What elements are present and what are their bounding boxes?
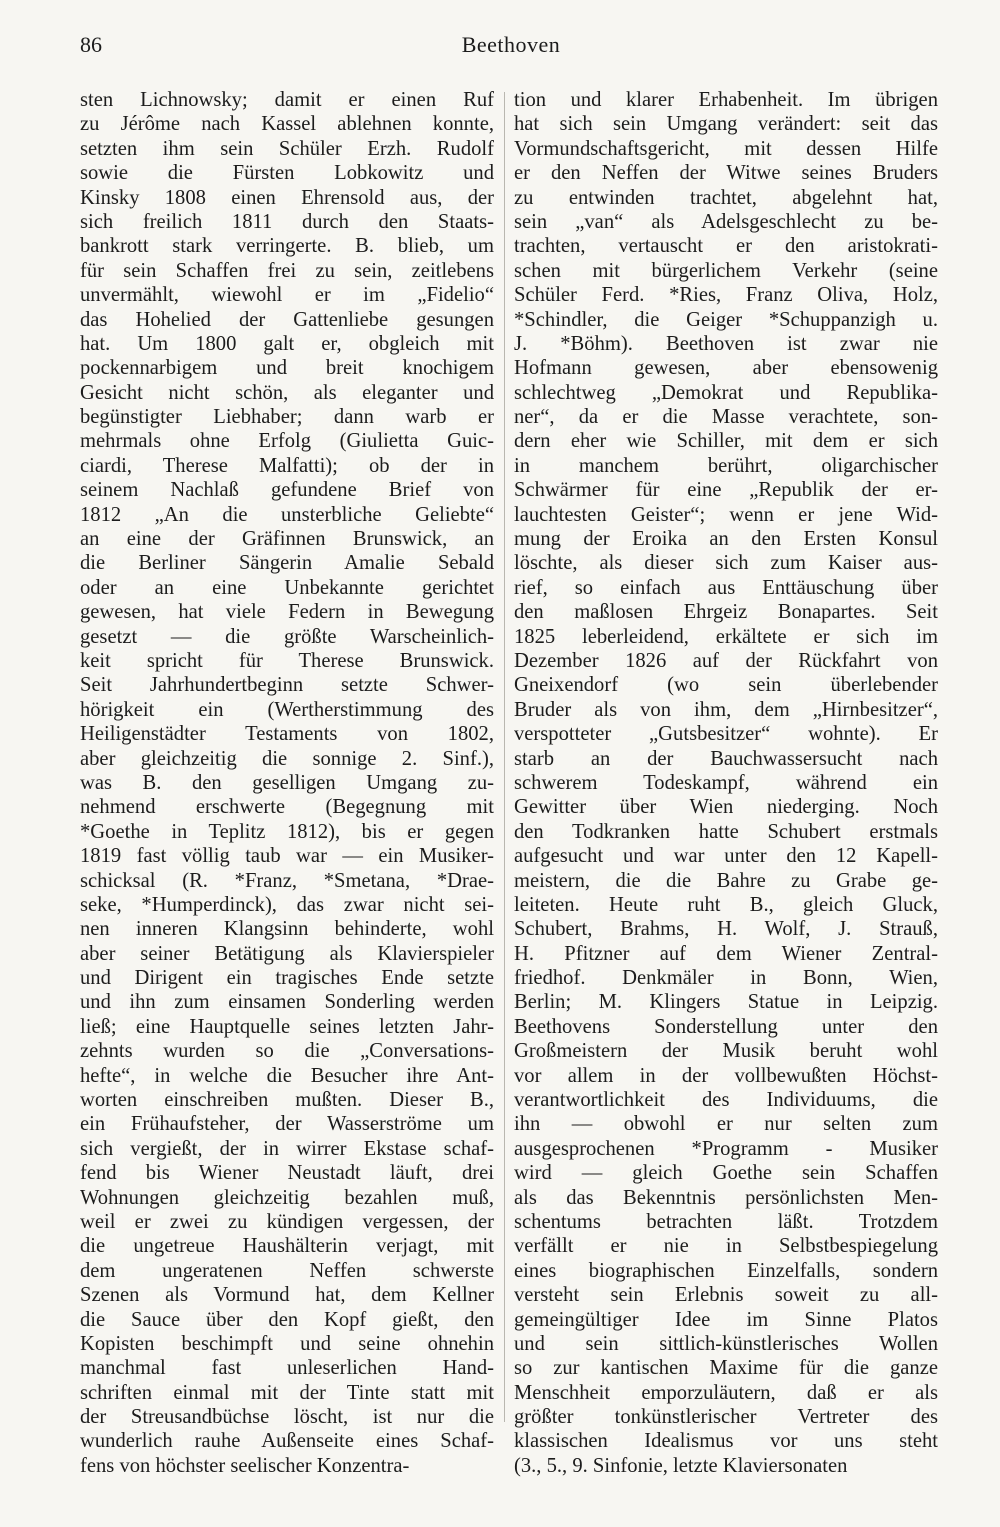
column-divider <box>504 92 505 1422</box>
text-line: Seit Jahrhundertbeginn setzte Schwer- <box>80 674 494 697</box>
text-line: Gesicht nicht schön, als eleganter und <box>80 381 494 404</box>
text-line: sein „van“ als Adelsgeschlecht zu be- <box>514 210 938 233</box>
text-line: ausgesprochenen *Programm - Musiker <box>514 1137 938 1160</box>
text-line: Schüler Ferd. *Ries, Franz Oliva, Holz, <box>514 284 938 307</box>
text-line: zu entwinden trachtet, abgelehnt hat, <box>514 186 938 209</box>
text-line: zehnts wurden so die „Conversations- <box>80 1040 494 1063</box>
left-column <box>80 88 494 1478</box>
text-line: ein Frühaufsteher, der Wasserströme um <box>80 1113 494 1136</box>
text-line: begünstigter Liebhaber; dann warb er <box>80 406 494 429</box>
text-line: hat. Um 1800 galt er, obgleich mit <box>80 332 494 355</box>
text-line: so zur kantischen Maxime für die ganze <box>514 1357 938 1380</box>
text-line: an eine der Gräfinnen Brunswick, an <box>80 528 494 551</box>
text-line: rief, so einfach aus Enttäuschung über <box>514 576 938 599</box>
text-line: verfällt er nie in Selbstbespiegelung <box>514 1235 938 1258</box>
text-line: nehmend erschwerte (Begegnung mit <box>80 796 494 819</box>
text-line: die Berliner Sängerin Amalie Sebald <box>80 552 494 575</box>
text-line: sowie die Fürsten Lobkowitz und <box>80 162 494 185</box>
text-line: löschte, als dieser sich zum Kaiser aus- <box>514 552 938 575</box>
text-line: wird — gleich Goethe sein Schaffen <box>514 1162 938 1185</box>
text-line: Vormundschaftsgericht, mit dessen Hilfe <box>514 137 938 160</box>
text-line: mung der Eroika an den Ersten Konsul <box>514 528 938 551</box>
text-line: verantwortlichkeit des Individuums, die <box>514 1089 938 1112</box>
text-line: in manchem berührt, oligarchischer <box>514 454 938 477</box>
text-line: nen inneren Klangsinn behinderte, wohl <box>80 918 494 941</box>
text-line: seke, *Humperdinck), das zwar nicht sei- <box>80 893 494 916</box>
text-line: was B. den geselligen Umgang zu- <box>80 771 494 794</box>
text-line: starb an der Bauchwassersucht nach <box>514 747 938 770</box>
text-line: hat sich sein Umgang verändert: seit das <box>514 113 938 136</box>
page-number: 86 <box>80 32 102 57</box>
text-line: eines biographischen Einzelfalls, sondern <box>514 1259 938 1282</box>
text-line: H. Pfitzner auf dem Wiener Zentral- <box>514 942 938 965</box>
text-line: für sein Schaffen frei zu sein, zeitlebens <box>80 259 494 282</box>
running-head: Beethoven <box>461 32 561 57</box>
text-line: Menschheit emporzuläutern, daß er als <box>514 1381 938 1404</box>
text-line: schriften einmal mit der Tinte statt mit <box>80 1381 494 1404</box>
text-line: schen mit bürgerlichem Verkehr (seine <box>514 259 938 282</box>
text-line: schwerem Todeskampf, während ein <box>514 771 938 794</box>
text-line: das Hohelied der Gattenliebe gesungen <box>80 308 494 331</box>
text-line: ihn — obwohl er nur selten zum <box>514 1113 938 1136</box>
text-line: und sein sittlich-künstlerisches Wollen <box>514 1332 938 1355</box>
text-line: *Goethe in Teplitz 1812), bis er gegen <box>80 820 494 843</box>
text-line: und Dirigent ein tragisches Ende setzte <box>80 967 494 990</box>
text-line: verspotteter „Gutsbesitzer“ wohnte). Er <box>514 723 938 746</box>
right-column <box>514 88 938 1478</box>
text-line: meistern, die die Bahre zu Grabe ge- <box>514 869 938 892</box>
text-line: tion und klarer Erhabenheit. Im übrigen <box>514 89 938 111</box>
text-line: hefte“, in welche die Besucher ihre Ant- <box>80 1064 494 1087</box>
text-line: schicksal (R. *Franz, *Smetana, *Drae- <box>80 869 494 892</box>
text-line: Bruder als von ihm, dem „Hirnbesitzer“, <box>514 698 938 721</box>
text-line: dern eher wie Schiller, mit dem er sich <box>514 430 938 453</box>
text-line: er den Neffen der Witwe seines Bruders <box>514 162 938 185</box>
text-line: leiteten. Heute ruht B., gleich Gluck, <box>514 893 938 916</box>
text-line: trachten, vertauscht er den aristokrati- <box>514 235 938 258</box>
text-line: Berlin; M. Klingers Statue in Leipzig. <box>514 991 938 1014</box>
text-line: den Todkranken hatte Schubert erstmals <box>514 820 938 843</box>
text-line: Szenen als Vormund hat, dem Kellner <box>80 1284 494 1307</box>
text-line: Gneixendorf (wo sein überlebender <box>514 674 938 697</box>
text-line: Schwärmer für eine „Republik der er- <box>514 479 938 502</box>
text-line: als das Bekenntnis persönlichsten Men- <box>514 1186 938 1209</box>
text-line: J. *Böhm). Beethoven ist zwar nie <box>514 332 938 355</box>
text-line: fend bis Wiener Neustadt läuft, drei <box>80 1162 494 1185</box>
text-line: 1825 leberleidend, erkältete er sich im <box>514 625 938 648</box>
text-line: Großmeistern der Musik beruht wohl <box>514 1040 938 1063</box>
text-line: größter tonkünstlerischer Vertreter des <box>514 1406 938 1429</box>
text-line: ließ; eine Hauptquelle seines letzten Jahr- <box>80 1015 494 1038</box>
text-line: den maßlosen Ehrgeiz Bonapartes. Seit <box>514 601 938 624</box>
page-header <box>80 24 942 64</box>
text-line: Dezember 1826 auf der Rückfahrt von <box>514 649 938 672</box>
text-line: keit spricht für Therese Brunswick. <box>80 649 494 672</box>
text-line: aber seiner Betätigung als Klavierspieler <box>80 942 494 965</box>
text-line: worten einschreiben mußten. Dieser B., <box>80 1089 494 1112</box>
text-line: oder an eine Unbekannte gerichtet <box>80 576 494 599</box>
text-line: sich vergießt, der in wirrer Ekstase schaf- <box>80 1137 494 1160</box>
text-line: Gewitter über Wien niederging. Noch <box>514 796 938 819</box>
text-line: manchmal fast unleserlichen Hand- <box>80 1357 494 1380</box>
text-line: Beethovens Sonderstellung unter den <box>514 1015 938 1038</box>
text-line: sich freilich 1811 durch den Staats- <box>80 210 494 233</box>
text-line: Kopisten beschimpft und seine ohnehin <box>80 1332 494 1355</box>
text-line: 1819 fast völlig taub war — ein Musiker- <box>80 845 494 868</box>
text-line: hörigkeit ein (Wertherstimmung des <box>80 698 494 721</box>
text-line: sten Lichnowsky; damit er einen Ruf <box>80 89 494 111</box>
text-line: unvermählt, wiewohl er im „Fidelio“ <box>80 284 494 307</box>
text-line: *Schindler, die Geiger *Schuppanzigh u. <box>514 308 938 331</box>
text-line: vor allem in der vollbewußten Höchst- <box>514 1064 938 1087</box>
text-line: ciardi, Therese Malfatti); ob der in <box>80 454 494 477</box>
text-line: seinem Nachlaß gefundene Brief von <box>80 479 494 502</box>
text-line: die Sauce über den Kopf gießt, den <box>80 1308 494 1331</box>
text-line: die ungetreue Haushälterin verjagt, mit <box>80 1235 494 1258</box>
text-line: fens von höchster seelischer Konzentra- <box>80 1454 410 1477</box>
text-line: schlechtweg „Demokrat und Republika- <box>514 381 938 404</box>
text-line: aufgesucht und war unter den 12 Kapell- <box>514 845 938 868</box>
text-line: gemeingültiger Idee im Sinne Platos <box>514 1308 938 1331</box>
text-line: Kinsky 1808 einen Ehrensold aus, der <box>80 186 494 209</box>
text-line: setzten ihm sein Schüler Erzh. Rudolf <box>80 137 494 160</box>
text-line: Wohnungen gleichzeitig bezahlen muß, <box>80 1186 494 1209</box>
text-line: mehrmals ohne Erfolg (Giulietta Guic- <box>80 430 494 453</box>
text-line: aber gleichzeitig die sonnige 2. Sinf.), <box>80 747 494 770</box>
text-line: Heiligenstädter Testaments von 1802, <box>80 723 494 746</box>
text-line: versteht sein Erlebnis soweit zu all- <box>514 1284 938 1307</box>
text-line: dem ungeratenen Neffen schwerste <box>80 1259 494 1282</box>
text-line: weil er zwei zu kündigen vergessen, der <box>80 1210 494 1233</box>
text-line: gewesen, hat viele Federn in Bewegung <box>80 601 494 624</box>
text-line: 1812 „An die unsterbliche Geliebte“ <box>80 503 494 526</box>
text-line: Schubert, Brahms, H. Wolf, J. Strauß, <box>514 918 938 941</box>
text-line: friedhof. Denkmäler in Bonn, Wien, <box>514 967 938 990</box>
text-line: ner“, da er die Masse verachtete, son- <box>514 406 938 429</box>
text-line: bankrott stark verringerte. B. blieb, um <box>80 235 494 258</box>
text-line: der Streusandbüchse löscht, ist nur die <box>80 1406 494 1429</box>
text-line: klassischen Idealismus vor uns steht <box>514 1430 938 1453</box>
text-line: lauchtesten Geister“; wenn er jene Wid- <box>514 503 938 526</box>
text-line: Hofmann gewesen, aber ebensowenig <box>514 357 938 380</box>
text-line: und ihn zum einsamen Sonderling werden <box>80 991 494 1014</box>
text-line: zu Jérôme nach Kassel ablehnen konnte, <box>80 113 494 136</box>
text-line: pockennarbigem und breit knochigem <box>80 357 494 380</box>
text-line: schentums betrachten läßt. Trotzdem <box>514 1210 938 1233</box>
text-line: gesetzt — die größte Warscheinlich- <box>80 625 494 648</box>
text-line: (3., 5., 9. Sinfonie, letzte Klaviersonaten <box>514 1454 848 1477</box>
text-line: wunderlich rauhe Außenseite eines Schaf- <box>80 1430 494 1453</box>
